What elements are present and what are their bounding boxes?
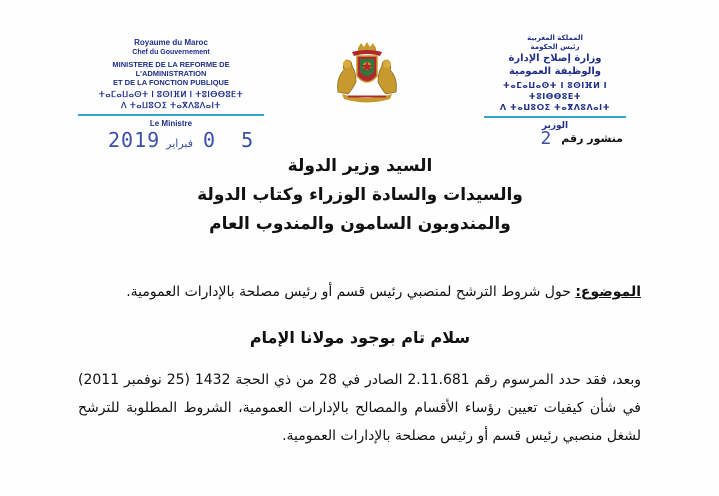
- ministry-name-tifinagh-right: ⵜⴰⵎⴰⵡⴰⵙⵜ ⵏ ⵓⵙⵏⴼⵍ ⵏ ⵜⵓⵏⴱⴱⵓⴹⵜ: [502, 81, 608, 101]
- minister-title-fr: Le Ministre: [149, 119, 193, 128]
- ministry-name-ar-line2: والوظيفة العمومية: [508, 66, 602, 77]
- subject-line: [126, 284, 641, 300]
- date-year: 2019: [108, 128, 161, 152]
- header-divider-right: [484, 116, 626, 118]
- ministry-name-tifinagh-right-line2: ⴷ ⵜⴰⵡⵓⵔⵉ ⵜⴰⴳⴷⵓⴷⴰⵏⵜ: [499, 103, 611, 112]
- date-day: 0 5: [203, 128, 261, 152]
- head-of-government-label-fr: Chef du Gouvernement: [132, 49, 210, 56]
- ministry-name-fr: MINISTERE DE LA REFORME DE L'ADMINISTRATION: [112, 60, 230, 78]
- circular-number: [540, 128, 623, 149]
- body-paragraph: وبعد، فقد حدد المرسوم رقم 2.11.681 الصادر في 28 من ذي الحجة 1432 (25 نوفمبر 2011) في شأن كيفيات تعيين رؤساء الأقسام والمصالح بالإدارات العمومية، الشروط المطلوبة للترشح لشغل منصبي رئيس قسم أو رئيس مصلحة بالإدارات العمومية.: [78, 372, 642, 444]
- coat-of-arms-icon: [330, 42, 404, 104]
- ministry-name-tifinagh: ⵜⴰⵎⴰⵡⴰⵙⵜ ⵏ ⵓⵙⵏⴼⵍ ⵏ ⵜⵓⵏⴱⴱⵓⴹⵜ: [98, 90, 244, 99]
- french-letterhead: [78, 38, 264, 129]
- subject-text: حول شروط الترشح لمنصبي رئيس قسم أو رئيس مصلحة بالإدارات العمومية.: [126, 284, 576, 300]
- subject-label: الموضوع:: [575, 284, 641, 300]
- kingdom-label-fr: Royaume du Maroc: [134, 38, 208, 47]
- kingdom-label-ar: المملكة المغربية: [527, 34, 583, 42]
- date-month: فبراير: [166, 137, 194, 150]
- addressee-line-3: والمندوبون السامون والمندوب العام: [209, 214, 511, 234]
- ministry-name-tifinagh-line2: ⴷ ⵜⴰⵡⵓⵔⵉ ⵜⴰⴳⴷⵓⴷⴰⵏⵜ: [121, 101, 221, 110]
- ministry-name-fr-line2: ET DE LA FONCTION PUBLIQUE: [113, 78, 229, 87]
- date-stamp: [108, 128, 260, 152]
- addressee-line-2: والسيدات والسادة الوزراء وكتاب الدولة: [197, 185, 523, 205]
- header-divider-left: [78, 114, 264, 116]
- circular-number-label: منشور رقم: [561, 132, 623, 145]
- arabic-letterhead: [484, 34, 626, 132]
- addressee-line-1: السيد وزير الدولة: [287, 156, 433, 176]
- head-of-government-label-ar: رئيس الحكومة: [530, 43, 580, 51]
- ministry-name-ar: وزارة إصلاح الإدارة: [508, 53, 602, 64]
- minister-title-ar: الوزير: [541, 121, 569, 131]
- salutation: سلام تام بوجود مولانا الإمام: [249, 328, 471, 347]
- circular-number-value: 2: [540, 128, 552, 149]
